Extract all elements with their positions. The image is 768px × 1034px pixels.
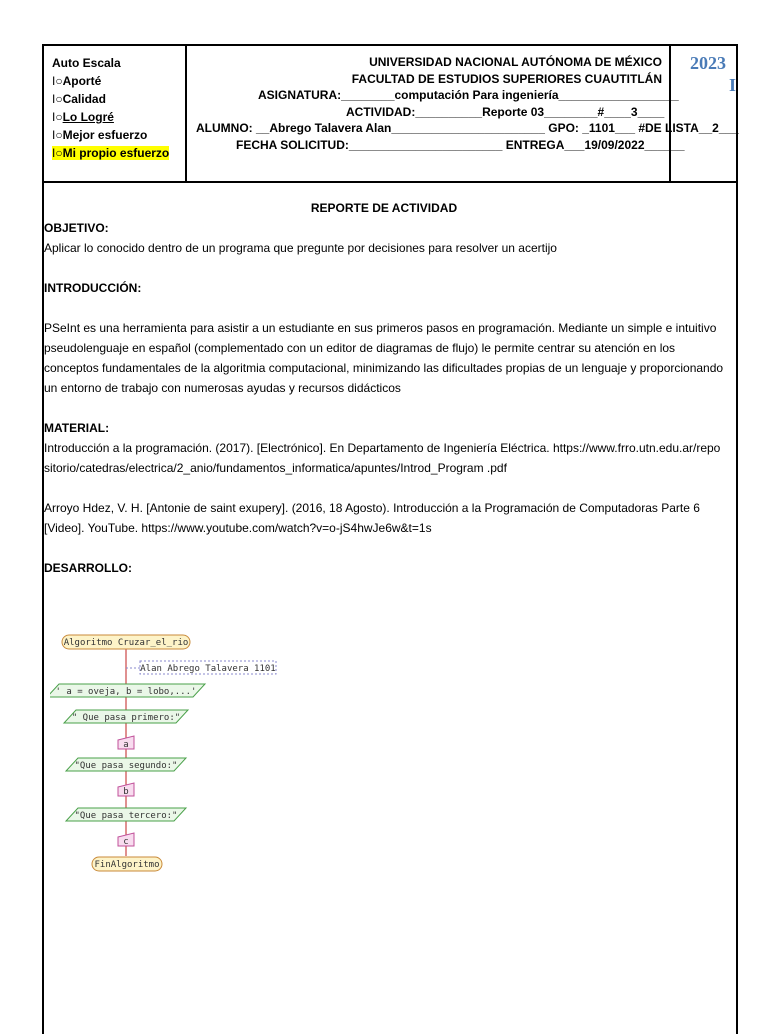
delivery-date: 19/09/2022	[584, 137, 645, 152]
material-reference-2: Arroyo Hdez, V. H. [Antonie de saint exupery]. (2016, 18 Agosto). Introducción a la Programación de Computadoras Parte 6 [Video]. YouTube. https://www.youtube.com/watch?v=o-jS4hwJe6w&t=1s	[44, 501, 700, 535]
student-label: ALUMNO:	[196, 121, 253, 135]
header-info: UNIVERSIDAD NACIONAL AUTÓNOMA DE MÉXICO FACULTAD DE ESTUDIOS SUPERIORES CUAUTITLÁN ASIGNATURA:________computación Para ingeniería__________________ ACTIVIDAD:__________Reporte 03________#____3____ ALUMNO: __Abrego Talavera Alan_______________________ GPO: _1101___ #DE LISTA__2___ FECHA SOLICITUD:_______________________ ENTREGA___19/09/2022______	[196, 55, 739, 152]
checkbox-mark: I○	[52, 92, 63, 106]
report-body	[44, 198, 724, 578]
activity-number: 3	[630, 104, 638, 119]
flowchart	[50, 628, 290, 888]
scale-item: Aporté	[62, 74, 102, 88]
subject-label: ASIGNATURA:	[258, 88, 342, 102]
output-4-label: "Que pasa tercero:"	[74, 811, 178, 821]
self-evaluation-scale	[52, 54, 169, 162]
checkbox-mark: I○	[52, 128, 63, 142]
input-a-label: a	[123, 740, 129, 750]
faculty-name: FACULTAD DE ESTUDIOS SUPERIORES CUAUTITLÁN	[351, 71, 662, 86]
checkbox-mark: I○	[52, 74, 63, 88]
output-2-label: " Que pasa primero:"	[71, 713, 181, 723]
scale-item: Mejor esfuerzo	[62, 128, 148, 142]
objective-heading: OBJETIVO:	[44, 221, 109, 235]
subject-value: computación Para ingeniería	[394, 88, 559, 102]
activity-value: Reporte 03	[482, 104, 545, 119]
activity-label: ACTIVIDAD:	[346, 104, 416, 119]
report-title: REPORTE DE ACTIVIDAD	[310, 201, 458, 215]
output-3-label: "Que pasa segundo:"	[74, 761, 178, 771]
header-divider-left	[185, 46, 187, 181]
material-reference-1: Introducción a la programación. (2017). [Electrónico]. En Departamento de Ingeniería Eléctrica. https://www.frro.utn.edu.ar/repositorio/catedras/electrica/2_anio/fundamentos_informatica/apuntes/Introd_Program .pdf	[44, 441, 721, 475]
group-value: 1101	[588, 121, 615, 135]
scale-item: Lo Logré	[62, 110, 114, 124]
input-c-label: c	[123, 837, 129, 847]
header-divider-right	[669, 46, 671, 181]
start-label: Algoritmo Cruzar_el_rio	[63, 638, 189, 648]
student-name: Abrego Talavera Alan	[269, 121, 392, 135]
intro-heading: INTRODUCCIÓN:	[44, 281, 142, 295]
end-label: FinAlgoritmo	[94, 860, 160, 870]
output-1-label: ' a = oveja, b = lobo,...'	[55, 687, 197, 697]
list-number: 2	[712, 121, 719, 135]
comment-label: Alan Abrego Talavera 1101	[140, 664, 276, 674]
university-name: UNIVERSIDAD NACIONAL AUTÓNOMA DE MÉXICO	[369, 55, 662, 69]
flowchart-svg	[50, 628, 290, 888]
year-badge: 2023 I	[690, 53, 736, 95]
input-b-label: b	[123, 787, 129, 797]
header-bottom-line	[44, 181, 736, 183]
scale-item: Calidad	[62, 92, 106, 106]
scale-item-selected: Mi propio esfuerzo	[62, 146, 170, 160]
development-heading: DESARROLLO:	[44, 561, 132, 575]
objective-text: Aplicar lo conocido dentro de un programa que pregunte por decisiones para resolver un acertijo	[44, 241, 557, 255]
checkbox-mark: I○	[52, 146, 63, 160]
material-heading: MATERIAL:	[44, 421, 110, 435]
checkbox-mark: I○	[52, 110, 63, 124]
scale-title: Auto Escala	[52, 56, 121, 70]
intro-text: PSeInt es una herramienta para asistir a un estudiante en sus primeros pasos en programación. Mediante un simple e intuitivo pseudolenguaje en español (complementado con un editor de diagramas de flujo) le permite centrar su atención en los conceptos fundamentales de la algoritmia computacional, minimizando las dificultades propias de un lenguaje y proporcionando un entorno de trabajo con numerosas ayudas y recursos didácticos	[44, 321, 724, 395]
request-date-label: FECHA SOLICITUD:	[236, 137, 349, 152]
